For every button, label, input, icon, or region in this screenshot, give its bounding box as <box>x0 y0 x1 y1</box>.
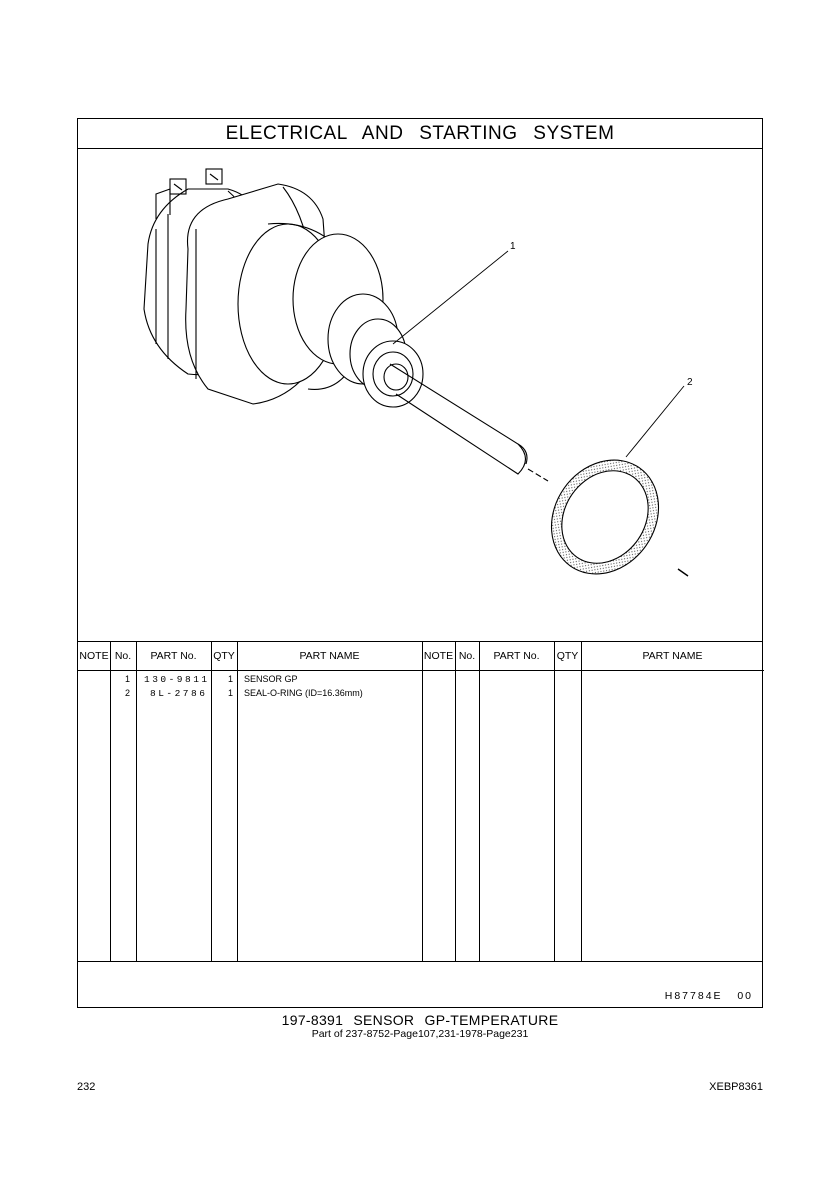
page-number: 232 <box>77 1081 96 1093</box>
drawing-reference <box>665 990 753 1002</box>
row-2-part-no: 8L-2786 <box>150 688 208 699</box>
document-id: XEBP8361 <box>709 1081 763 1093</box>
reference-row <box>78 961 762 1009</box>
group-caption-subtitle: Part of 237-8752-Page107,231-1978-Page231 <box>311 1028 529 1040</box>
header-part-name-right: PART NAME <box>581 642 764 671</box>
header-part-no: PART No. <box>136 642 211 671</box>
row-2-part-name: SEAL-O-RING (ID=16.36mm) <box>244 688 363 698</box>
parts-table <box>78 641 762 961</box>
sensor-exploded-view-drawing <box>78 149 764 641</box>
header-qty-right: QTY <box>554 642 581 671</box>
header-no: No. <box>110 642 136 671</box>
parts-page-frame <box>77 118 763 1008</box>
header-note: NOTE <box>78 642 110 671</box>
row-2-no: 2 <box>124 688 130 698</box>
column-divider <box>455 642 456 962</box>
drawing-code: H87784E <box>664 990 723 1002</box>
column-divider <box>479 642 480 962</box>
header-part-name: PART NAME <box>237 642 422 671</box>
callout-1: 1 <box>510 241 516 252</box>
row-1-part-no: 130-9811 <box>144 674 210 685</box>
header-no-right: No. <box>455 642 479 671</box>
column-divider <box>136 642 137 962</box>
section-title: ELECTRICAL AND STARTING SYSTEM <box>78 119 762 149</box>
header-note-right: NOTE <box>422 642 455 671</box>
header-qty: QTY <box>211 642 237 671</box>
parts-illustration <box>78 149 762 641</box>
column-divider <box>581 642 582 962</box>
header-part-no-right: PART No. <box>479 642 554 671</box>
row-2-qty: 1 <box>227 688 233 698</box>
row-1-part-name: SENSOR GP <box>244 674 298 684</box>
group-caption-title: 197-8391 SENSOR GP-TEMPERATURE <box>281 1012 559 1028</box>
column-divider <box>422 642 423 962</box>
column-divider <box>237 642 238 962</box>
drawing-revision: 00 <box>737 990 753 1002</box>
callout-2: 2 <box>687 377 693 388</box>
column-divider <box>554 642 555 962</box>
row-1-no: 1 <box>124 674 130 684</box>
row-1-qty: 1 <box>227 674 233 684</box>
